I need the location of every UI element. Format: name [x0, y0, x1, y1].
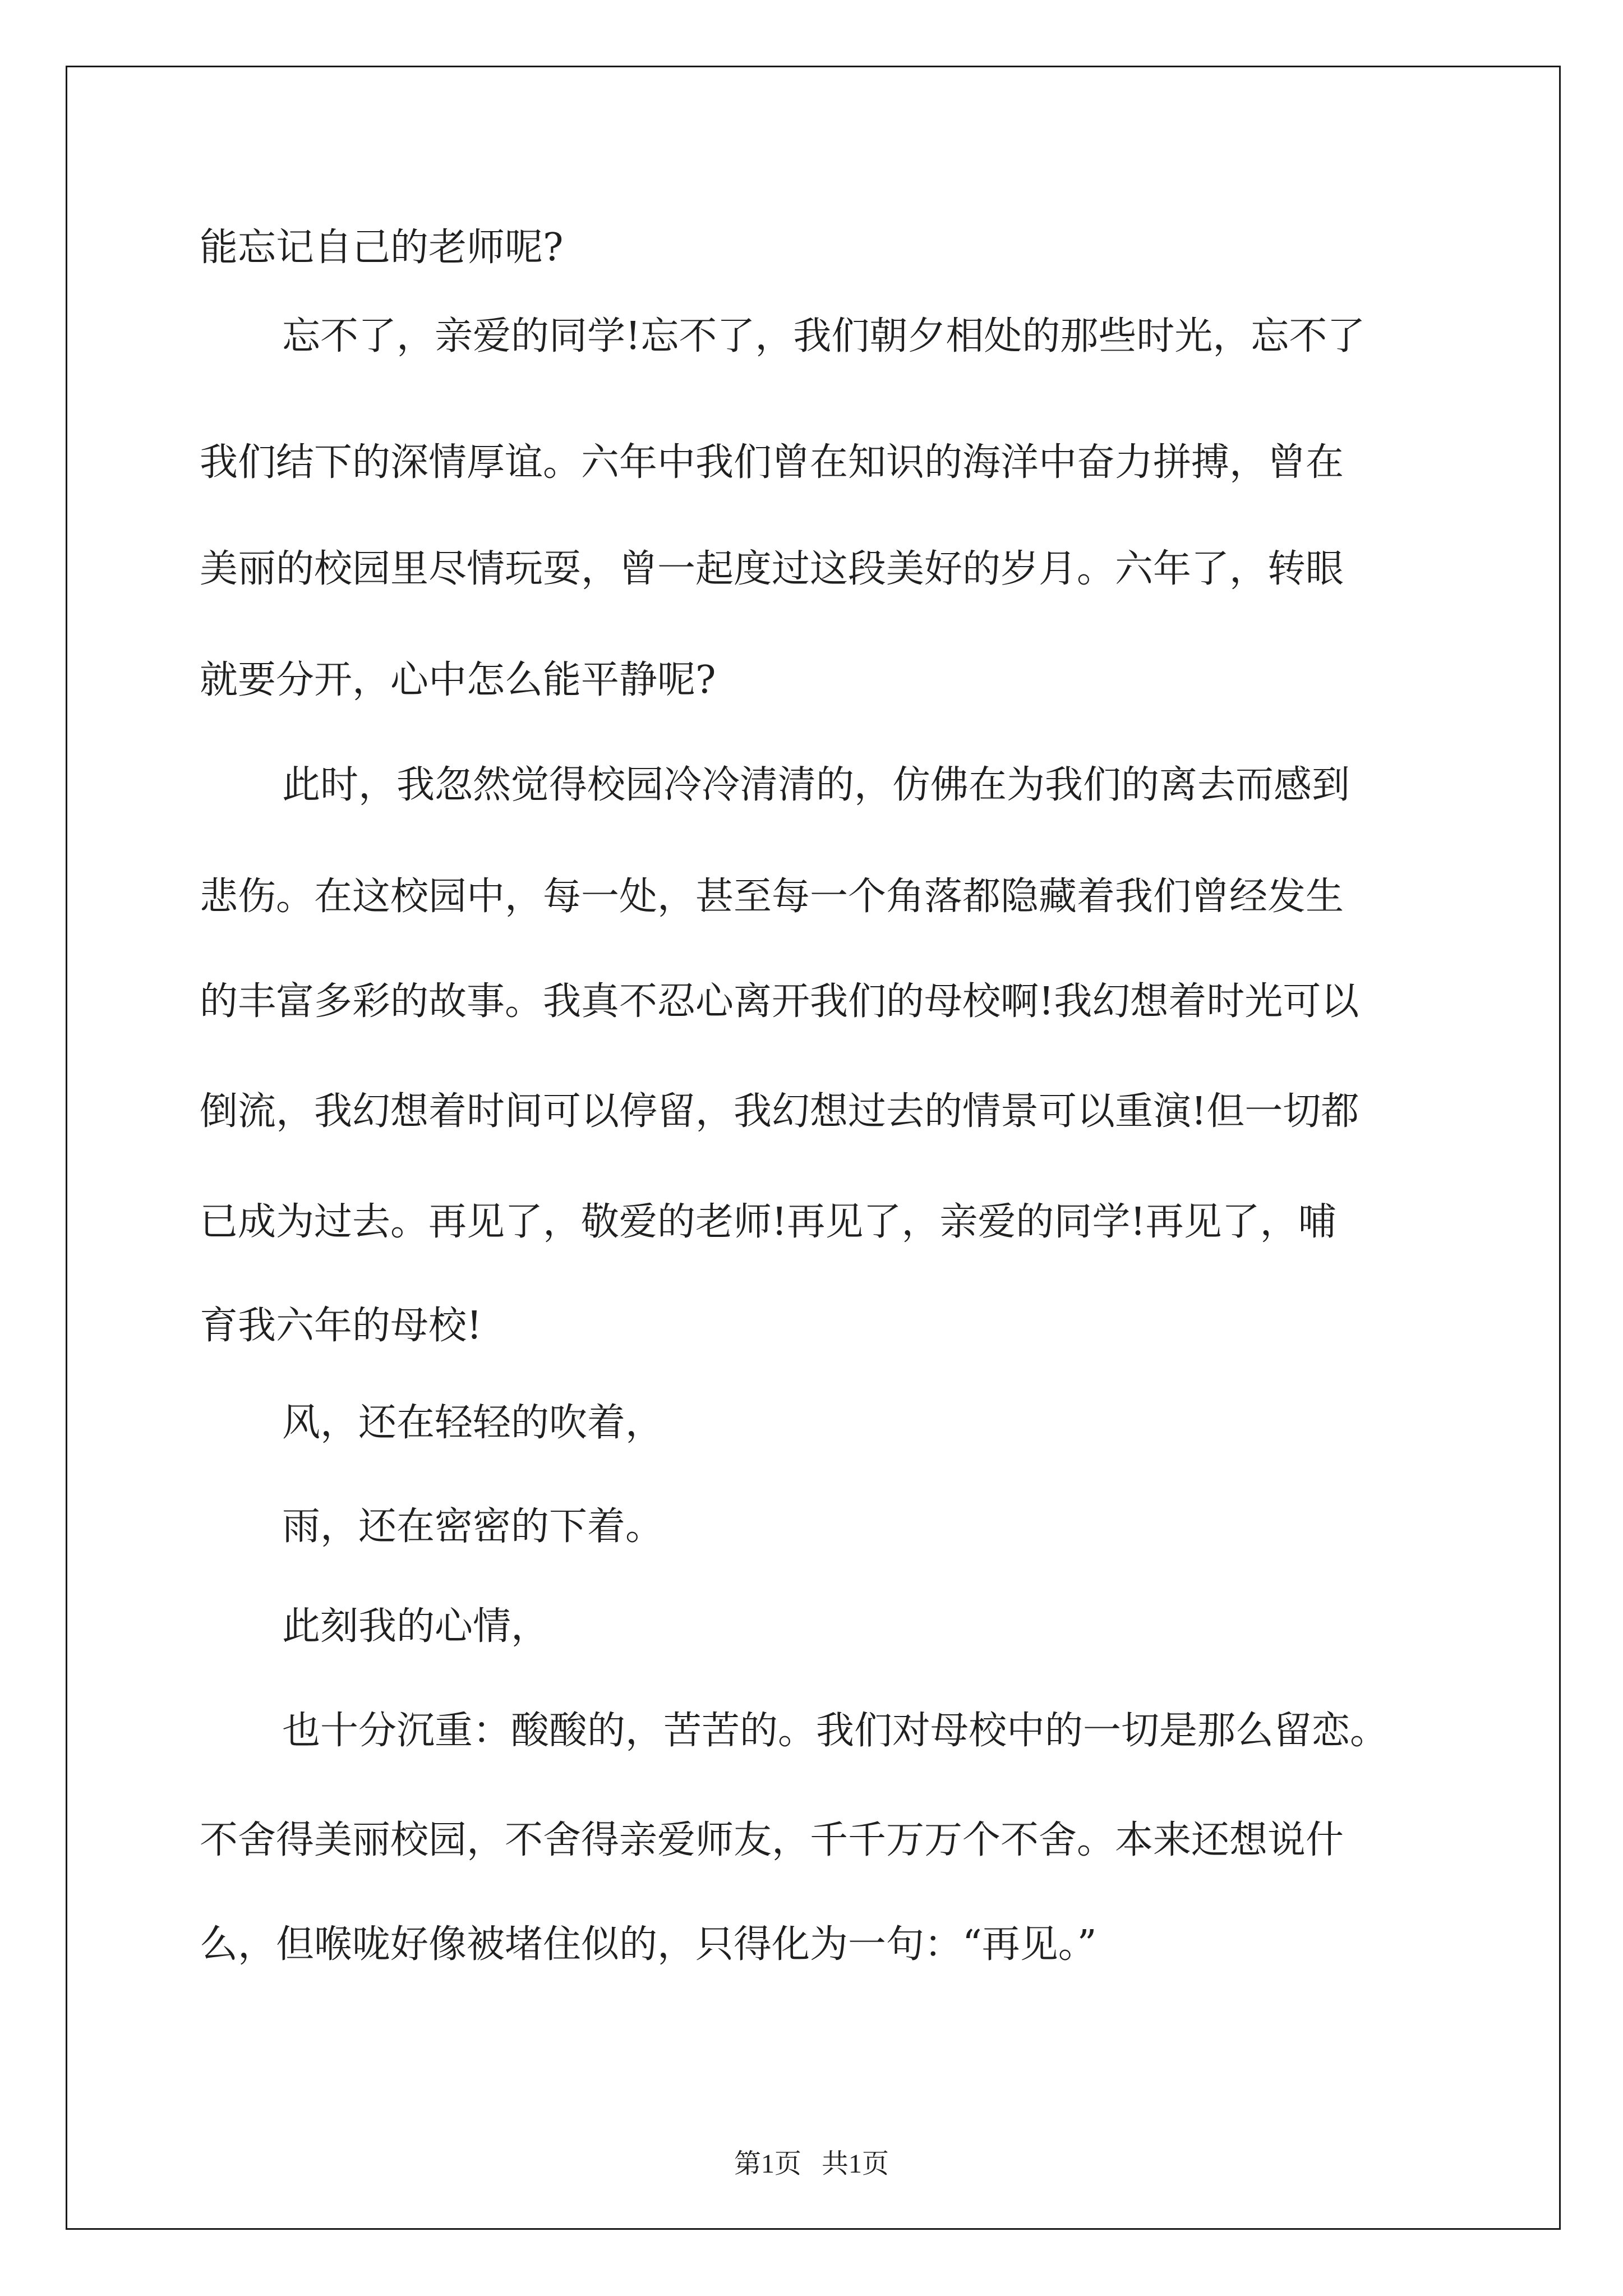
text-line: 此时，我忽然觉得校园冷冷清清的，仿佛在为我们的离去而感到 — [282, 763, 1350, 807]
text-line: 能忘记自己的老师呢? — [200, 226, 564, 270]
text-line: 就要分开，心中怎么能平静呢? — [200, 658, 716, 702]
page-border — [66, 66, 1561, 2230]
text-line: 已成为过去。再见了，敬爱的老师!再见了，亲爱的同学!再见了，哺 — [200, 1200, 1336, 1244]
text-line: 雨，还在密密的下着。 — [282, 1504, 664, 1549]
text-line: 也十分沉重：酸酸的，苦苦的。我们对母校中的一切是那么留恋。 — [282, 1709, 1389, 1753]
text-line: 的丰富多彩的故事。我真不忍心离开我们的母校啊!我幻想着时光可以 — [200, 979, 1359, 1024]
text-line: 我们结下的深情厚谊。六年中我们曾在知识的海洋中奋力拼搏，曾在 — [200, 440, 1344, 485]
text-line: 风，还在轻轻的吹着， — [282, 1401, 664, 1445]
text-line: 忘不了，亲爱的同学!忘不了，我们朝夕相处的那些时光，忘不了 — [282, 314, 1366, 358]
text-line: 倒流，我幻想着时间可以停留，我幻想过去的情景可以重演!但一切都 — [200, 1089, 1359, 1134]
text-line: 育我六年的母校! — [200, 1304, 482, 1348]
page-footer: 第1页 共1页 — [734, 2149, 889, 2179]
text-line: 么，但喉咙好像被堵住似的，只得化为一句：“再见。” — [200, 1922, 1097, 1967]
text-line: 悲伤。在这校园中，每一处，甚至每一个角落都隐藏着我们曾经发生 — [200, 875, 1344, 919]
text-line: 不舍得美丽校园，不舍得亲爱师友，千千万万个不舍。本来还想说什 — [200, 1818, 1344, 1862]
text-line: 此刻我的心情， — [282, 1604, 550, 1649]
text-line: 美丽的校园里尽情玩耍，曾一起度过这段美好的岁月。六年了，转眼 — [200, 547, 1344, 591]
